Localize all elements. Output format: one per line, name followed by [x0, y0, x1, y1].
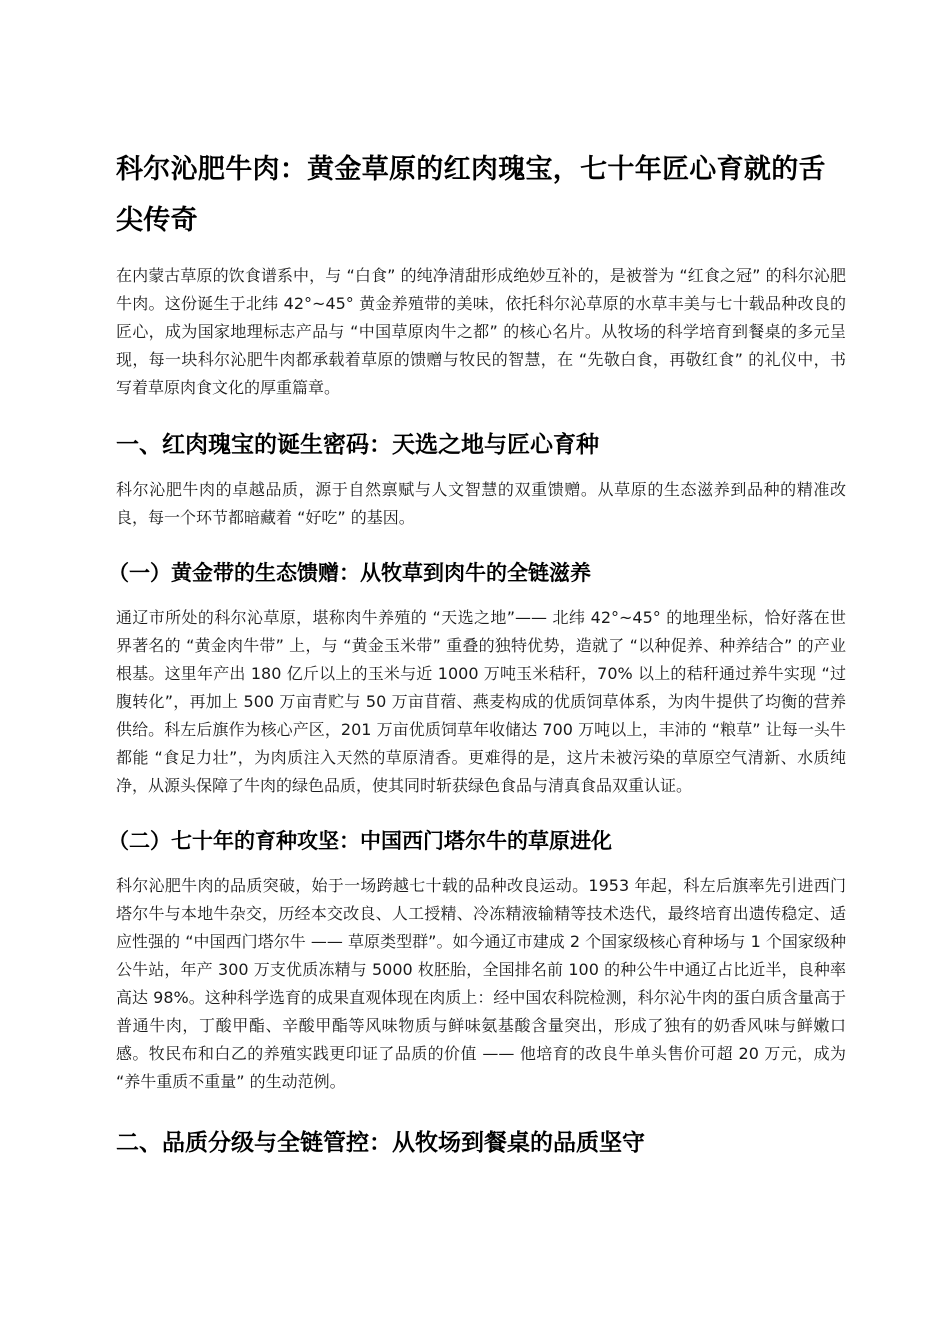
document-title: 科尔沁肥牛肉：黄金草原的红肉瑰宝，七十年匠心育就的舌尖传奇 [116, 154, 826, 236]
intro-paragraph: 在内蒙古草原的饮食谱系中，与 “白食” 的纯净清甜形成绝妙互补的，是被誉为 “红食之冠” 的科尔沁肥牛肉。这份诞生于北纬 42°~45° 黄金养殖带的美味，依托科尔沁草原的水草丰美与七十载品种改良的匠心，成为国家地理标志产品与 “中国草原肉牛之都” 的核心名片。从牧场的科学培育到餐桌的多元呈现，每一块科尔沁肥牛肉都承载着草原的馈赠与牧民的智慧，在 “先敬白食，再敬红食” 的礼仪中，书写着草原肉食文化的厚重篇章。 [116, 266, 846, 397]
subsection-1-heading: （一）黄金带的生态馈赠：从牧草到肉牛的全链滋养 [108, 561, 591, 585]
section-1-heading: 一、红肉瑰宝的诞生密码：天选之地与匠心育种 [116, 432, 599, 458]
section-2-heading: 二、品质分级与全链管控：从牧场到餐桌的品质坚守 [116, 1130, 645, 1156]
subsection-2-heading: （二）七十年的育种攻坚：中国西门塔尔牛的草原进化 [108, 829, 612, 853]
document-page [108, 144, 846, 1174]
section-1-intro: 科尔沁肥牛肉的卓越品质，源于自然禀赋与人文智慧的双重馈赠。从草原的生态滋养到品种的精准改良，每一个环节都暗藏着 “好吃” 的基因。 [116, 480, 846, 527]
subsection-1-body: 通辽市所处的科尔沁草原，堪称肉牛养殖的 “天选之地”—— 北纬 42°~45° 的地理坐标，恰好落在世界著名的 “黄金肉牛带” 上，与 “黄金玉米带” 重叠的独特优势，造就了 “以种促养、种养结合” 的产业根基。这里年产出 180 亿斤以上的玉米与近 1000 万吨玉米秸秆，70% 以上的秸秆通过养牛实现 “过腹转化”，再加上 500 万亩青贮与 50 万亩苜蓿、燕麦构成的优质饲草体系，为肉牛提供了均衡的营养供给。科左后旗作为核心产区，201 万亩优质饲草年收储达 700 万吨以上，丰沛的 “粮草” 让每一头牛都能 “食足力壮”，为肉质注入天然的草原清香。更难得的是，这片未被污染的草原空气清新、水质纯净，从源头保障了牛肉的绿色品质，使其同时斩获绿色食品与清真食品双重认证。 [116, 608, 846, 795]
subsection-2-body: 科尔沁肥牛肉的品质突破，始于一场跨越七十载的品种改良运动。1953 年起，科左后旗率先引进西门塔尔牛与本地牛杂交，历经本交改良、人工授精、冷冻精液输精等技术迭代，最终培育出遗传稳定、适应性强的 “中国西门塔尔牛 —— 草原类型群”。如今通辽市建成 2 个国家级核心育种场与 1 个国家级种公牛站，年产 300 万支优质冻精与 5000 枚胚胎，全国排名前 100 的种公牛中通辽占比近半，良种率高达 98%。这种科学选育的成果直观体现在肉质上：经中国农科院检测，科尔沁牛肉的蛋白质含量高于普通牛肉，丁酸甲酯、辛酸甲酯等风味物质与鲜味氨基酸含量突出，形成了独有的奶香风味与鲜嫩口感。牧民布和白乙的养殖实践更印证了品质的价值 —— 他培育的改良牛单头售价可超 20 万元，成为 “养牛重质不重量” 的生动范例。 [116, 876, 846, 1091]
